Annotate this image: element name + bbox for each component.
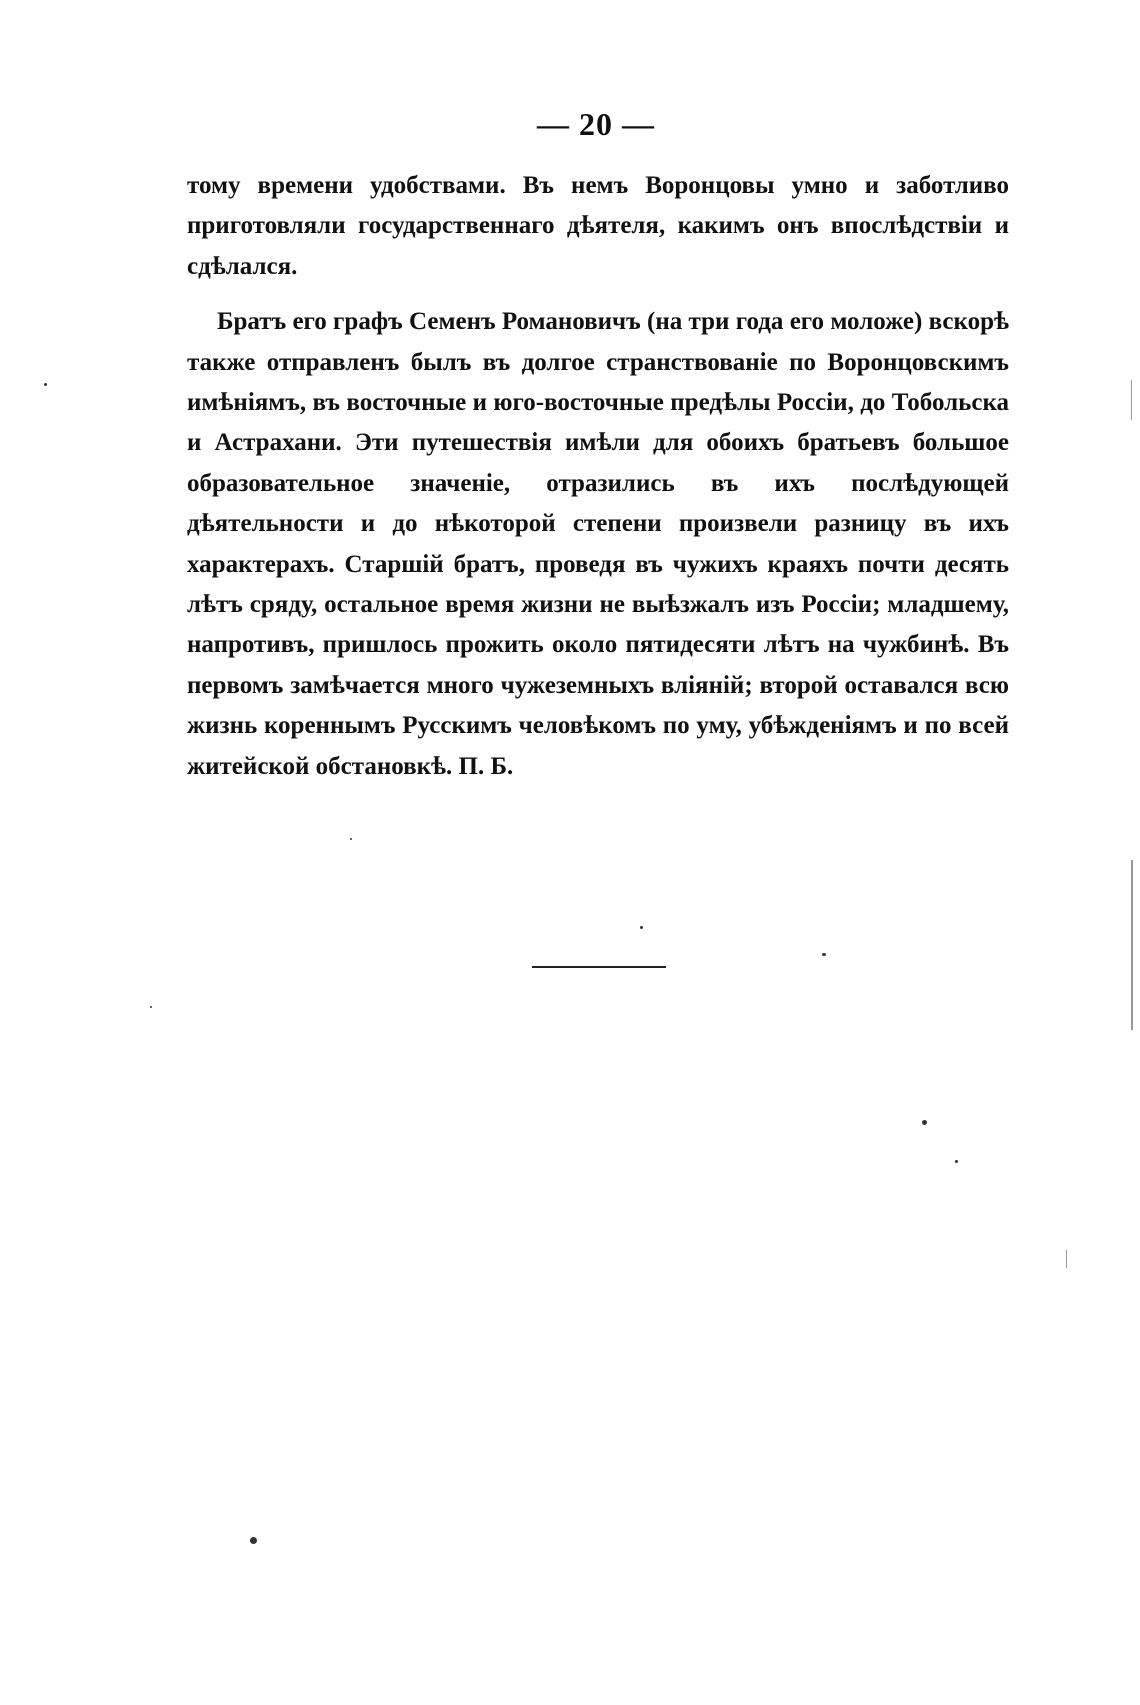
scan-edge-line: [1066, 1250, 1067, 1268]
scan-speck: [250, 1537, 257, 1544]
scan-edge-line: [1131, 380, 1132, 420]
body-text: [187, 166, 1009, 787]
paragraph-2: Братъ его графъ Семенъ Романовичъ (на три года его моложе) вскорѣ также отправленъ былъ въ долгое странствованіе по Воронцовскимъ имѣніямъ, въ восточные и юго-восточные предѣлы Россіи, до Тобольска и Астрахани. Эти путешествія имѣли для обоихъ братьевъ большое образовательное значеніе, отразились въ ихъ послѣдующей дѣятельности и до нѣкоторой степени произвели разницу въ ихъ характерахъ. Старшій братъ, проведя въ чужихъ краяхъ почти десять лѣтъ сряду, остальное время жизни не выѣзжалъ изъ Россіи; младшему, напротивъ, пришлось прожить около пятидесяти лѣтъ на чужбинѣ. Въ первомъ замѣчается много чужеземныхъ вліяній; второй оставался всю жизнь кореннымъ Русскимъ человѣкомъ по уму, убѣжденіямъ и по всей житейской обстановкѣ. П. Б.: [187, 308, 1009, 780]
scan-speck: [955, 1160, 958, 1163]
scan-speck: [44, 383, 47, 386]
section-end-rule: [532, 966, 666, 968]
scan-speck: [640, 926, 643, 929]
paragraph-1: тому времени удобствами. Въ немъ Воронцовы умно и заботливо приготовляли государственнаго дѣятеля, какимъ онъ впослѣдствіи и сдѣлался.: [187, 172, 1009, 280]
scan-speck: [350, 838, 352, 840]
scan-speck: [922, 1120, 927, 1125]
scan-speck: [822, 953, 826, 956]
scan-speck: [150, 1006, 152, 1008]
page-number: — 20 —: [537, 106, 655, 142]
scan-edge-line: [1131, 860, 1133, 1030]
